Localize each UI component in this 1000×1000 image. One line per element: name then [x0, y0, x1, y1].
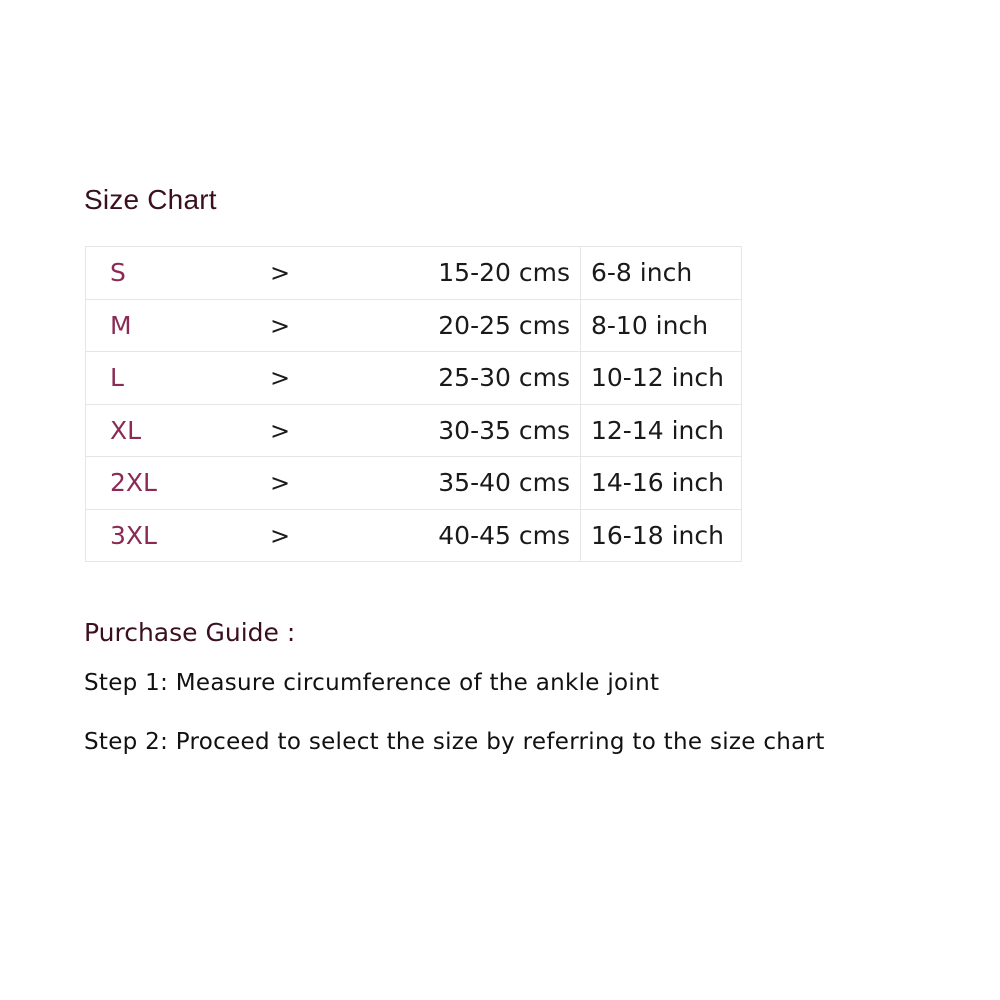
table-row — [86, 299, 742, 352]
inch-range: 14-16 inch — [581, 457, 742, 510]
cm-range: 30-35 cms — [300, 404, 581, 457]
cm-range: 25-30 cms — [300, 352, 581, 405]
chevron-right-icon: > — [270, 259, 291, 288]
purchase-step-2: Step 2: Proceed to select the size by referring to the size chart — [84, 729, 825, 755]
inch-range: 10-12 inch — [581, 352, 742, 405]
size-label: S — [86, 247, 241, 300]
inch-range: 6-8 inch — [581, 247, 742, 300]
chevron-right-icon: > — [270, 311, 291, 340]
cm-range: 40-45 cms — [300, 509, 581, 562]
inch-range: 8-10 inch — [581, 299, 742, 352]
table-row — [86, 509, 742, 562]
purchase-step-1: Step 1: Measure circumference of the ankle joint — [84, 670, 660, 696]
chevron-right-icon: > — [270, 469, 291, 498]
chevron-right-icon: > — [270, 364, 291, 393]
size-label: 3XL — [86, 509, 241, 562]
cm-range: 20-25 cms — [300, 299, 581, 352]
table-row — [86, 457, 742, 510]
inch-range: 12-14 inch — [581, 404, 742, 457]
size-label: L — [86, 352, 241, 405]
size-chart-title: Size Chart — [84, 184, 217, 215]
purchase-guide-title: Purchase Guide : — [84, 618, 296, 647]
size-label: M — [86, 299, 241, 352]
inch-range: 16-18 inch — [581, 509, 742, 562]
table-row — [86, 247, 742, 300]
size-label: 2XL — [86, 457, 241, 510]
size-chart-table — [85, 246, 742, 562]
chevron-right-icon: > — [270, 521, 291, 550]
table-row — [86, 352, 742, 405]
size-label: XL — [86, 404, 241, 457]
chevron-right-icon: > — [270, 416, 291, 445]
cm-range: 35-40 cms — [300, 457, 581, 510]
table-row — [86, 404, 742, 457]
cm-range: 15-20 cms — [300, 247, 581, 300]
